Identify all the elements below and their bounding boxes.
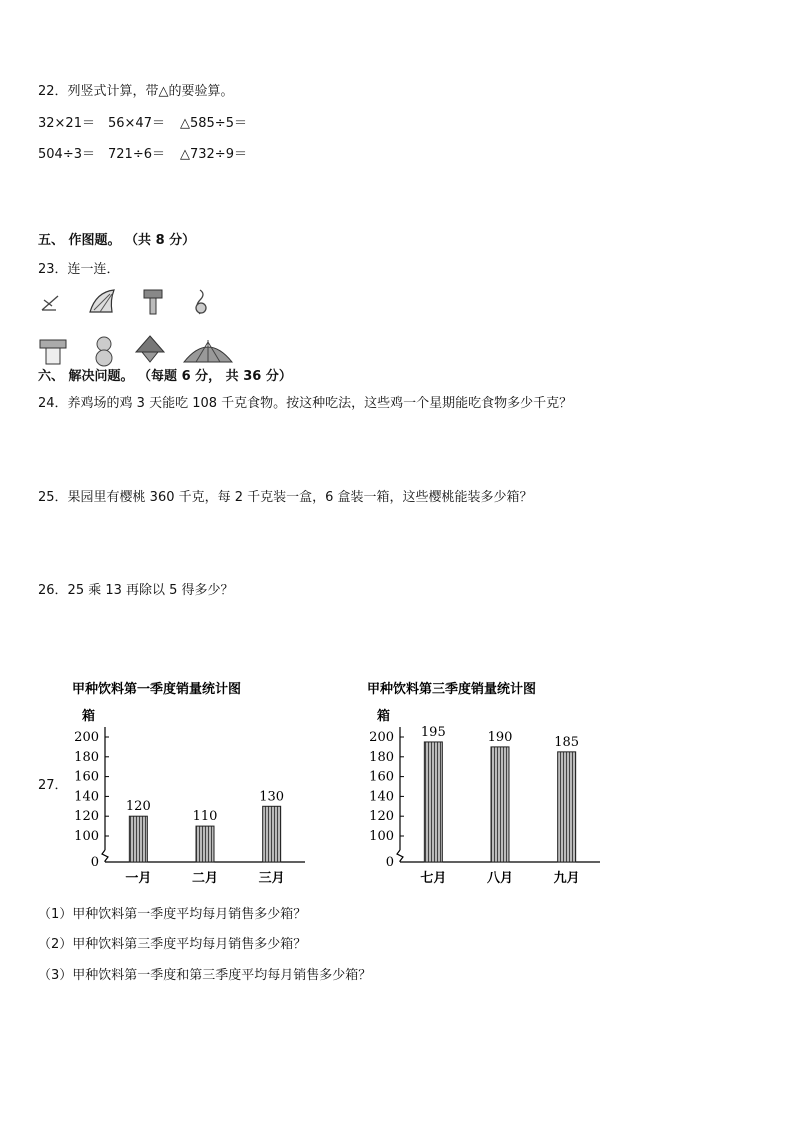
- y-tick-label: 160: [369, 769, 394, 785]
- q22-expr-4: 504÷3＝: [38, 147, 95, 162]
- q22-expr-1: 32×21＝: [38, 116, 95, 131]
- q22-title: 22．列竖式计算，带△的要验算。: [38, 84, 234, 99]
- y-tick-label: 0: [385, 855, 394, 870]
- category-label: 八月: [486, 871, 514, 886]
- chart-q3-sales: [355, 675, 615, 895]
- q27-sub3: （3）甲种饮料第一季度和第三季度平均每月销售多少箱？: [38, 968, 372, 983]
- q26-text: 26．25 乘 13 再除以 5 得多少？: [38, 583, 234, 598]
- y-tick-label: 160: [74, 769, 99, 785]
- chart-title: 甲种饮料第一季度销量统计图: [72, 682, 242, 697]
- side-view-umbrella-icon: [42, 296, 58, 310]
- data-label: 120: [125, 799, 151, 815]
- category-label: 三月: [258, 871, 285, 886]
- category-label: 七月: [420, 871, 447, 886]
- data-label: 195: [420, 724, 446, 740]
- q22-expr-2: 56×47＝: [108, 116, 165, 131]
- chart-q1-svg: [60, 675, 320, 895]
- bar: [196, 826, 214, 862]
- axis-break-mark: [397, 850, 403, 862]
- side-view-house-icon: [144, 290, 162, 314]
- category-label: 一月: [125, 871, 152, 886]
- y-tick-label: 200: [74, 730, 99, 745]
- snowman-icon: [96, 337, 112, 366]
- data-label: 190: [487, 729, 513, 745]
- q23-title: 23．连一连．: [38, 262, 120, 277]
- q27-sub2: （2）甲种饮料第三季度平均每月销售多少箱？: [38, 937, 307, 952]
- q27-sub1: （1）甲种饮料第一季度平均每月销售多少箱？: [38, 907, 307, 922]
- data-label: 185: [554, 734, 580, 750]
- y-axis-unit-label: 箱: [377, 709, 391, 724]
- y-tick-label: 120: [74, 809, 99, 825]
- chart-q1-sales: [60, 675, 320, 895]
- section6-heading: 六、 解决问题。 （每题 6 分， 共 36 分）: [38, 369, 292, 384]
- bar: [424, 742, 442, 862]
- category-label: 九月: [553, 871, 580, 886]
- y-tick-label: 180: [369, 749, 394, 765]
- bar: [558, 752, 576, 862]
- data-label: 130: [259, 789, 285, 805]
- y-tick-label: 0: [90, 855, 99, 870]
- umbrella-icon: [184, 340, 232, 362]
- chart-q3-svg: [355, 675, 615, 895]
- bar: [491, 747, 509, 862]
- q27-label: 27．: [38, 778, 68, 793]
- axis-break-mark: [102, 850, 108, 862]
- data-label: 110: [192, 809, 218, 825]
- q25-text: 25．果园里有樱桃 360 千克，每 2 千克装一盒，6 盒装一箱，这些樱桃能装多少箱？: [38, 490, 533, 505]
- y-axis-unit-label: 箱: [82, 709, 96, 724]
- house-icon: [40, 340, 66, 364]
- q23-view-images: [36, 286, 216, 322]
- q22-expr-6: △732÷9＝: [180, 147, 247, 162]
- category-label: 二月: [191, 871, 219, 886]
- side-view-umbrella-open-icon: [90, 290, 114, 312]
- q24-text: 24．养鸡场的鸡 3 天能吃 108 千克食物。按这种吃法，这些鸡一个星期能吃食物多少千克？: [38, 396, 573, 411]
- y-tick-label: 100: [74, 829, 99, 844]
- y-tick-label: 100: [369, 829, 394, 844]
- y-tick-label: 180: [74, 749, 99, 765]
- y-tick-label: 140: [369, 789, 394, 805]
- q22-expr-5: 721÷6＝: [108, 147, 165, 162]
- y-tick-label: 120: [369, 809, 394, 825]
- bar: [263, 806, 281, 862]
- bar: [129, 816, 147, 862]
- side-view-snowman-icon: [196, 290, 206, 314]
- y-tick-label: 200: [369, 730, 394, 745]
- y-tick-label: 140: [74, 789, 99, 805]
- pagoda-icon: [136, 336, 164, 362]
- q23-object-images: [36, 334, 246, 368]
- q22-expr-3: △585÷5＝: [180, 116, 247, 131]
- chart-title: 甲种饮料第三季度销量统计图: [367, 682, 537, 697]
- section5-heading: 五、 作图题。 （共 8 分）: [38, 233, 196, 248]
